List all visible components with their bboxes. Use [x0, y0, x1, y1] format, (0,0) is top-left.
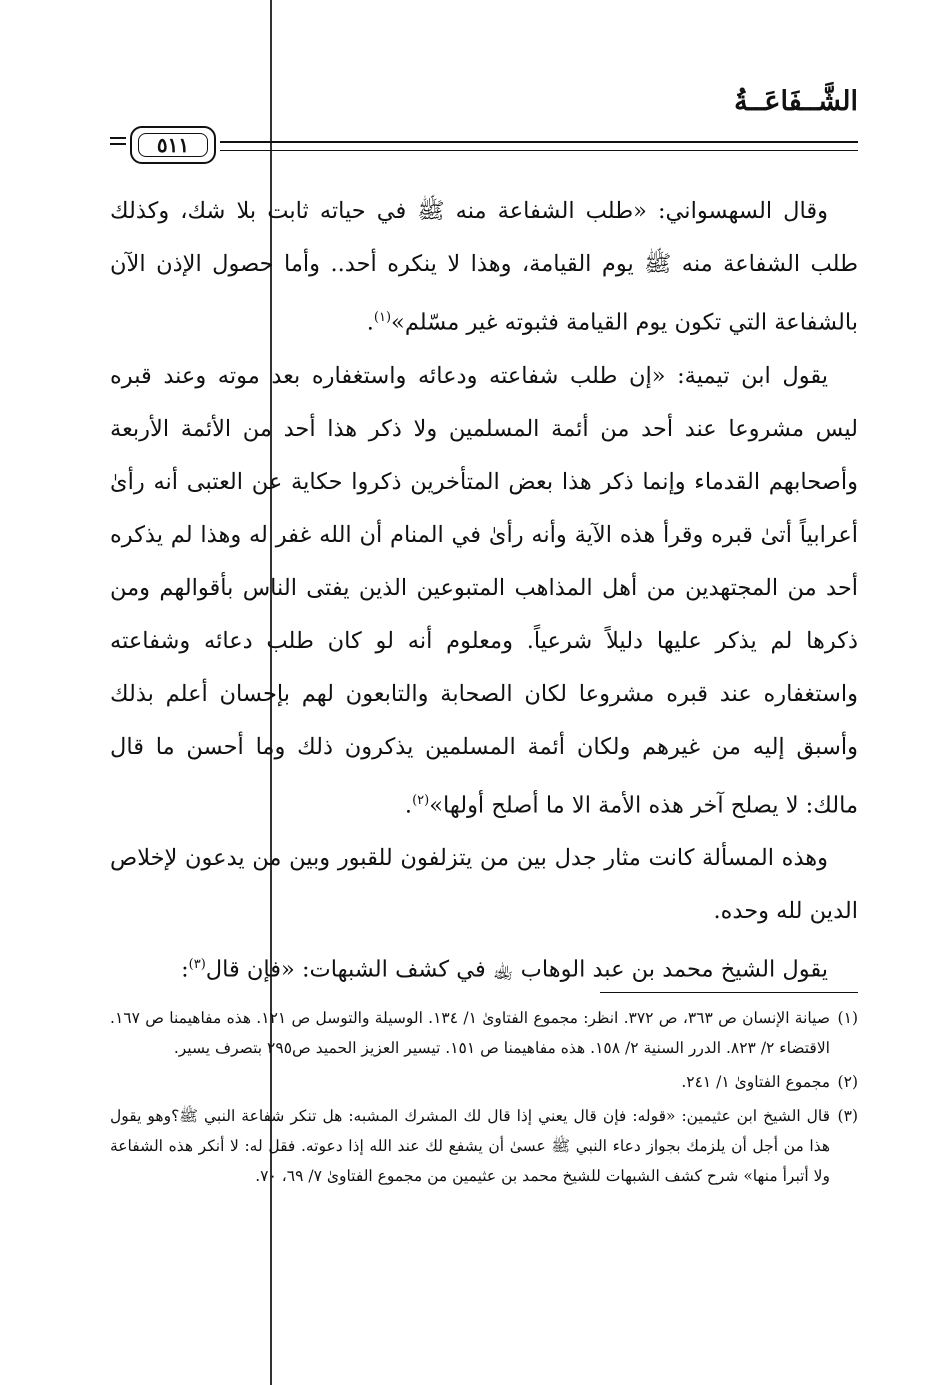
- paragraph: يقول ابن تيمية: «إن طلب شفاعته ودعائه واستغفاره بعد موته وعند قبره ليس مشروعا عند أحد من أئمة المسلمين ولا ذكر هذا أحد من الأئمة الأربعة وأصحابهم القدماء وإنما ذكر هذا بعض المتأخرين ذكروا حكاية عن العتبى أنه رأىٰ أعرابياً أتىٰ قبره وقرأ هذه الآية وأنه رأىٰ في المنام أن الله غفر له وهذا لم يذكره أحد من المجتهدين من أهل المذاهب المتبوعين الذين يفتى الناس بأقوالهم ومن ذكرها لم يذكر عليها دليلاً شرعياً. ومعلوم أنه لو كان طلب دعائه وشفاعته واستغفاره عند قبره مشروعا لكان الصحابة والتابعون لهم بإحسان أعلم بذلك وأسبق إليه من غيرهم ولكان أئمة المسلمين يذكرون ذلك وما أحسن ما قال مالك: لا يصلح آخر هذه الأمة الا ما أصلح أولها»$^{(٢)}$.: [110, 362, 858, 818]
- footnote-number: (٢): [837, 1073, 858, 1091]
- page-number-ornament: [110, 137, 126, 145]
- footnotes: [110, 1003, 858, 1195]
- footnote-ref: (٣): [188, 957, 206, 972]
- footnote: [110, 1101, 858, 1191]
- footnote-separator: [600, 992, 858, 993]
- footnote: [110, 1067, 858, 1097]
- running-header-title: الشَّــفَاعَــةُ: [734, 86, 858, 117]
- header-rule-thin: [220, 150, 858, 151]
- footnote-number: (١): [837, 1009, 858, 1027]
- main-text: [110, 185, 858, 997]
- footnote: [110, 1003, 858, 1063]
- footnote-ref: (٢): [412, 792, 430, 808]
- paragraph: وقال السهسواني: «طلب الشفاعة منه ﷺ في حياته ثابت بلا شك، وكذلك طلب الشفاعة منه ﷺ يوم القيامة، وهذا لا ينكره أحد.. وأما حصول الإذن الآن بالشفاعة التي تكون يوم القيامة فثبوته غير مسّلم»$^{(١)}$.: [110, 198, 858, 336]
- footnote-text: قال الشيخ ابن عثيمين: «قوله: فإن قال يعني إذا قال لك المشرك المشبه: هل تنكر شفاعة النبي ﷺ؟وهو يقول هذا من أجل أن يلزمك بجواز دعاء النبي ﷺ عسىٰ أن يشفع لك عند الله إذا دعوته. فقل له: لا أنكر هذه الشفاعة ولا أتبرأ منها» شرح كشف الشبهات للشيخ محمد بن عثيمين من مجموع الفتاوىٰ ٧/ ٦٩، ٧٠.: [110, 1107, 830, 1185]
- footnote-text: مجموع الفتاوىٰ ١/ ٢٤١.: [681, 1073, 830, 1091]
- paragraph: يقول الشيخ محمد بن عبد الوهاب ﵀ في كشف الشبهات: «فإن قال$^{(٣)}$:: [181, 956, 828, 983]
- header-rule-thick: [220, 141, 858, 143]
- footnote-ref: (١): [373, 310, 392, 325]
- footnote-number: (٣): [837, 1107, 858, 1125]
- paragraph: وهذه المسألة كانت مثار جدل بين من يتزلفون للقبور وبين من يدعون لإخلاص الدين لله وحده.: [110, 845, 858, 924]
- page-number: ٥١١: [138, 133, 208, 157]
- page-number-frame: [130, 126, 216, 164]
- footnote-text: صيانة الإنسان ص ٣٦٣، ص ٣٧٢. انظر: مجموع الفتاوىٰ ١/ ١٣٤. الوسيلة والتوسل ص ١٢١. هذه مفاهيمنا ص ١٦٧. الاقتضاء ٢/ ٨٢٣. الدرر السنية ٢/ ١٥٨. هذه مفاهيمنا ص ١٥١. تيسير العزيز الحميد ص٢٩٥ بتصرف يسير.: [110, 1009, 830, 1057]
